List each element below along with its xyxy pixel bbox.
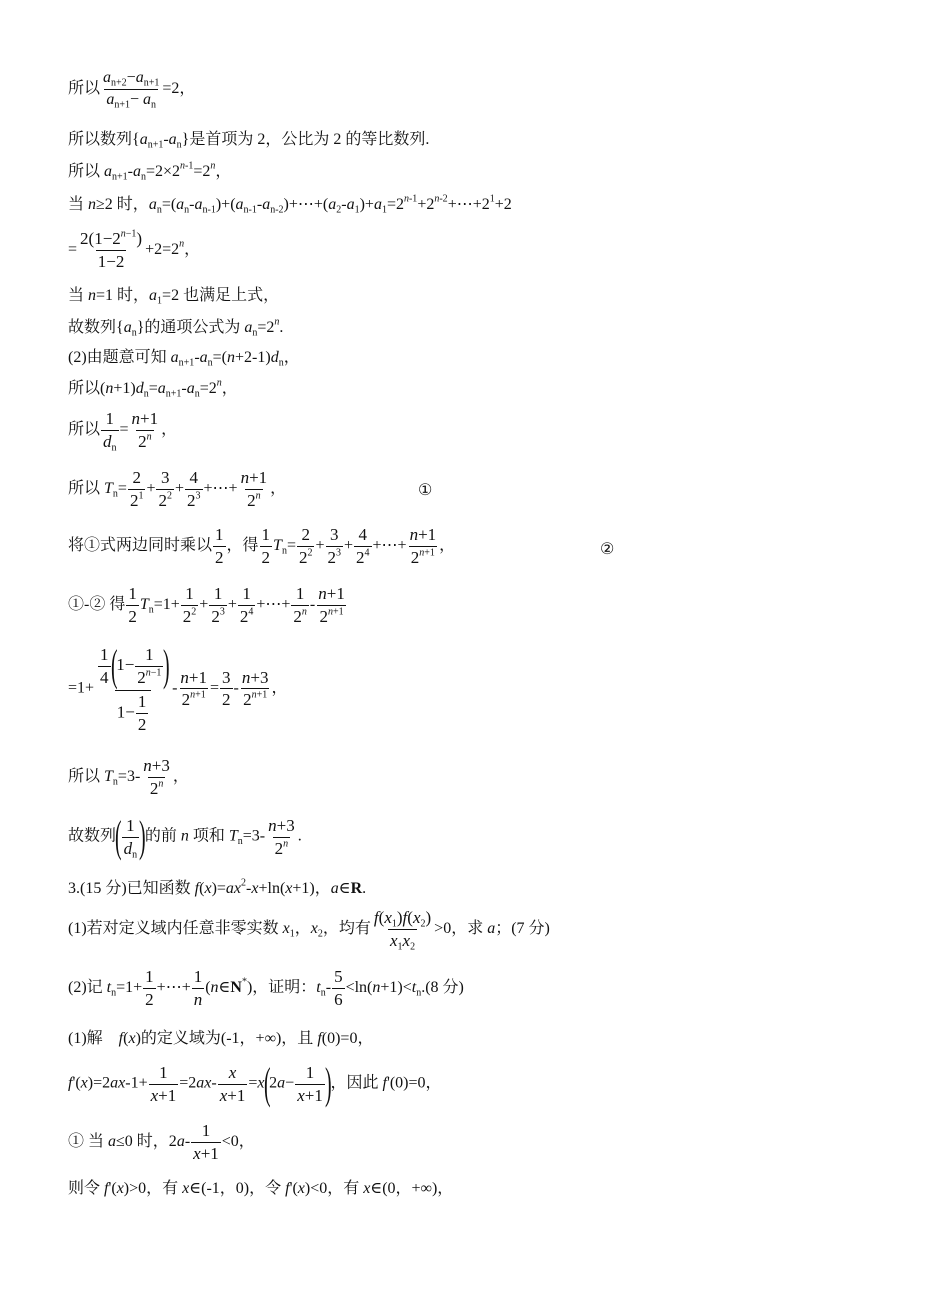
problem-3-part1: (1)若对定义域内任意非零实数 $x_1$，$x_2$，均有 $\frac{f(x_1)f(x_2)}{x_1x_2}$ >0，求 a；(7 分) bbox=[68, 908, 550, 953]
base-case: 当 n=1 时，$a_1=2$ 也满足上式， bbox=[68, 287, 280, 307]
geometric-sequence-statement: 所以数列$\{a_{n+1}-a_n\}$是首项为 2，公比为 2 的等比数列. bbox=[68, 131, 430, 151]
compound-fraction-step: =1+ $\frac{1}{4}$ (1− $\frac{1}{2^{n-1}}$ ) 1− $\frac{1}{2}$ - $\frac{n+1}{2^{n+1}}$ = $\frac{3}{2}$ - $\frac{n+3}{2^{n+1}}$ ， bbox=[68, 641, 288, 734]
dn-relation: 所以$(n+1)d_n=a_{n+1}-a_n=2^n$， bbox=[68, 377, 238, 400]
case-a-nonpositive: ① 当 a≤0 时，2a- $\frac{1}{x+1}$ <0， bbox=[68, 1121, 255, 1163]
tn-conclusion: 故数列( $\frac{1}{d_n}$ )的前 n 项和 $T_n=3-$ $\frac{n+3}{2^n}$ . bbox=[68, 812, 302, 861]
general-term: 故数列$\{a_n\}$的通项公式为 $a_n=2^n$. bbox=[68, 316, 284, 339]
geometric-sum-result: = $\frac{2(1-2^{n-1})}{1-2}$ $+2=2^n$， bbox=[68, 228, 201, 271]
equation-marker-2: ② bbox=[600, 541, 615, 558]
telescoping-sum: 当 n≥2 时，$a_n=(a_n-a_{n-1})+(a_{n-1}-a_{n-2})+\cdots+(a_2-a_1)+a_1=2^{n-1}+2^{n-2}+\cdots+2^1+2$ bbox=[68, 193, 512, 216]
equation-marker-1: ① bbox=[418, 482, 433, 499]
subtraction-result: ①-② 得 $\frac{1}{2}$ $T_n=1+$ $\frac{1}{2^2}$ + $\frac{1}{2^3}$ + $\frac{1}{2^4}$ +⋯+ $\frac{1}{2^n}$ - $\frac{n+1}{2^{n+1}}$ bbox=[68, 584, 345, 626]
ratio-equation: 所以 $\frac{a_{n+2}-a_{n+1}}{a_{n+1}- a_n}$ =2， bbox=[68, 69, 196, 111]
derivative: f'(x)=2ax-1+ $\frac{1}{x+1}$ =2ax- $\frac{x}{x+1}$ =x(2a− $\frac{1}{x+1}$ )，因此 f'(0)=0， bbox=[68, 1059, 442, 1108]
problem-3-statement: 3.(15 分)已知函数 $f(x)=ax^2-x+\ln(x+1)$，a∈R. bbox=[68, 877, 367, 897]
reciprocal-dn: 所以 $\frac{1}{d_n}$ = $\frac{n+1}{2^n}$ ， bbox=[68, 409, 178, 454]
part2-given: (2)由题意可知 $a_{n+1}-a_n=(n+2-1)d_n$， bbox=[68, 349, 300, 369]
tn-result: 所以 $T_n=3-$ $\frac{n+3}{2^n}$ ， bbox=[68, 756, 189, 798]
solution-domain: (1)解 f(x)的定义域为(-1，+∞)，且 f(0)=0， bbox=[68, 1030, 374, 1047]
difference-formula: 所以 $a_{n+1}-a_n=2\times 2^{n-1}=2^n$， bbox=[68, 160, 232, 183]
problem-3-part2: (2)记 $t_n=1+$ $\frac{1}{2}$ +⋯+ $\frac{1}{n}$ (n∈N*)，证明：$t_n-$ $\frac{5}{6}$ $<\ln(n+1)<t_n.(8$ 分) bbox=[68, 967, 464, 1009]
tn-sum: 所以 $T_n=$ $\frac{2}{2^1}$ + $\frac{3}{2^2}$ + $\frac{4}{2^3}$ +⋯+ $\frac{n+1}{2^n}$ ， bbox=[68, 468, 287, 510]
monotonicity: 则令 f'(x)>0，有 x∈(-1，0)，令 f'(x)<0，有 x∈(0，+∞)， bbox=[68, 1180, 454, 1197]
half-tn-sum: 将①式两边同时乘以 $\frac{1}{2}$ ，得 $\frac{1}{2}$ $T_n=$ $\frac{2}{2^2}$ + $\frac{3}{2^3}$ + $\frac{4}{2^4}$ +⋯+ $\frac{n+1}{2^{n+1}}$ ， bbox=[68, 525, 456, 567]
